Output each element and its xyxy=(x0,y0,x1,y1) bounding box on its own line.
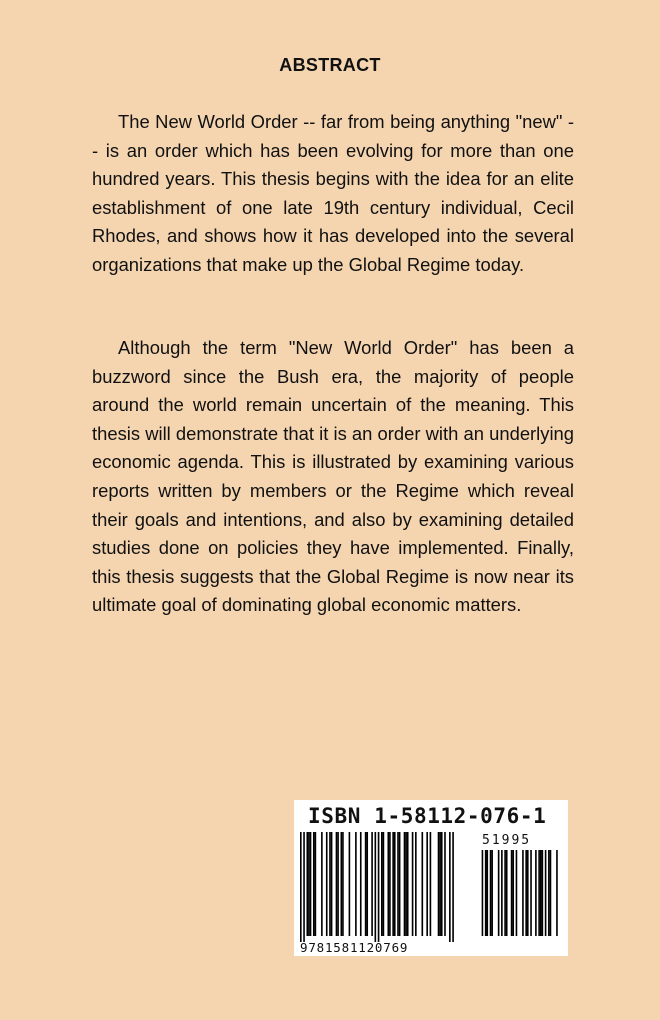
barcode-bar xyxy=(366,832,368,936)
barcode-bar xyxy=(412,832,414,936)
isbn-label: ISBN 1-58112-076-1 xyxy=(308,804,547,828)
barcode-bar xyxy=(438,832,440,936)
addon-bar xyxy=(485,850,487,936)
barcode-bar xyxy=(303,832,305,942)
barcode-bar xyxy=(310,832,312,936)
barcode-bar xyxy=(326,832,328,936)
barcode-bar xyxy=(331,832,333,936)
isbn-barcode xyxy=(294,800,568,956)
addon-bar xyxy=(491,850,493,936)
barcode-bar xyxy=(383,832,385,936)
barcode-bar xyxy=(407,832,409,936)
addon-bar xyxy=(548,850,550,936)
barcode-bar xyxy=(336,832,338,936)
barcode-bar xyxy=(342,832,344,936)
barcode-bar xyxy=(430,832,432,936)
addon-bar xyxy=(545,850,547,936)
addon-bar xyxy=(556,850,558,936)
barcode-bar xyxy=(306,832,308,936)
barcode-bar xyxy=(300,832,302,942)
addon-bar xyxy=(501,850,503,936)
barcode-bar xyxy=(415,832,417,936)
abstract-paragraph-2: Although the term "New World Order" has been a buzzword since the Bush era, the majority of people around the world remain uncertain of the meaning. This thesis will demonstrate that it is an order with an underlying economic agenda. This is illustrated by examining various reports written by members or the Regime which reveal their goals and intentions, and also by examining detailed studies done on policies they have implemented. Finally, this thesis suggests that the Global Regime is now near its ultimate goal of dominating global economic matters. xyxy=(92,337,574,616)
addon-bar xyxy=(550,850,552,936)
addon-bar xyxy=(535,850,537,936)
addon-bar xyxy=(490,850,492,936)
barcode-bar xyxy=(381,832,383,936)
barcode-bar xyxy=(387,832,389,936)
addon-bar xyxy=(512,850,514,936)
barcode-bar xyxy=(360,832,362,936)
barcode-bar xyxy=(329,832,331,936)
barcode-bar xyxy=(337,832,339,936)
barcode-bar xyxy=(405,832,407,936)
barcode-bar xyxy=(365,832,367,936)
addon-bar xyxy=(486,850,488,936)
addon-bar xyxy=(516,850,518,936)
barcode-bar xyxy=(389,832,391,936)
barcode-bar xyxy=(426,832,428,936)
barcode-bar xyxy=(321,832,323,936)
barcode-bar xyxy=(392,832,394,936)
barcode-bar xyxy=(349,832,351,936)
addon-bar xyxy=(506,850,508,936)
barcode-bar xyxy=(441,832,443,936)
addon-bar xyxy=(498,850,500,936)
barcode-bar xyxy=(449,832,451,942)
barcode-bar xyxy=(452,832,454,942)
abstract-heading: ABSTRACT xyxy=(279,55,381,75)
barcode-bar xyxy=(371,832,373,936)
addon-bar xyxy=(511,850,513,936)
barcode-bar xyxy=(313,832,315,936)
barcode-bar xyxy=(308,832,310,936)
addon-bar xyxy=(522,850,524,936)
addon-bar xyxy=(530,850,532,936)
barcode-bar xyxy=(404,832,406,936)
addon-bar xyxy=(525,850,527,936)
addon-bar xyxy=(482,850,484,936)
ean-digits: 9781581120769 xyxy=(300,940,409,955)
addon-bar xyxy=(538,850,540,936)
barcode-bar xyxy=(422,832,424,936)
barcode-bar xyxy=(315,832,317,936)
barcode-bar xyxy=(378,832,380,942)
addon-bar xyxy=(542,850,544,936)
barcode-bar xyxy=(399,832,401,936)
abstract-paragraph-1: The New World Order -- far from being anything "new" -- is an order which has been evolving for more than one hundred years. This thesis begins with the idea for an elite establishment of one late 19th century individual, Cecil Rhodes, and shows how it has developed into the several organizations that make up the Global Regime today. xyxy=(92,111,574,275)
addon-bar xyxy=(540,850,542,936)
barcode-bar xyxy=(397,832,399,936)
barcode-bar xyxy=(355,832,357,936)
addon-bar xyxy=(527,850,529,936)
barcode-bar xyxy=(341,832,343,936)
price-code: 51995 xyxy=(482,833,532,848)
barcode-bar xyxy=(394,832,396,936)
addon-bar xyxy=(504,850,506,936)
barcode-bar xyxy=(444,832,446,936)
barcode-bar xyxy=(375,832,377,942)
barcode-bar xyxy=(439,832,441,936)
